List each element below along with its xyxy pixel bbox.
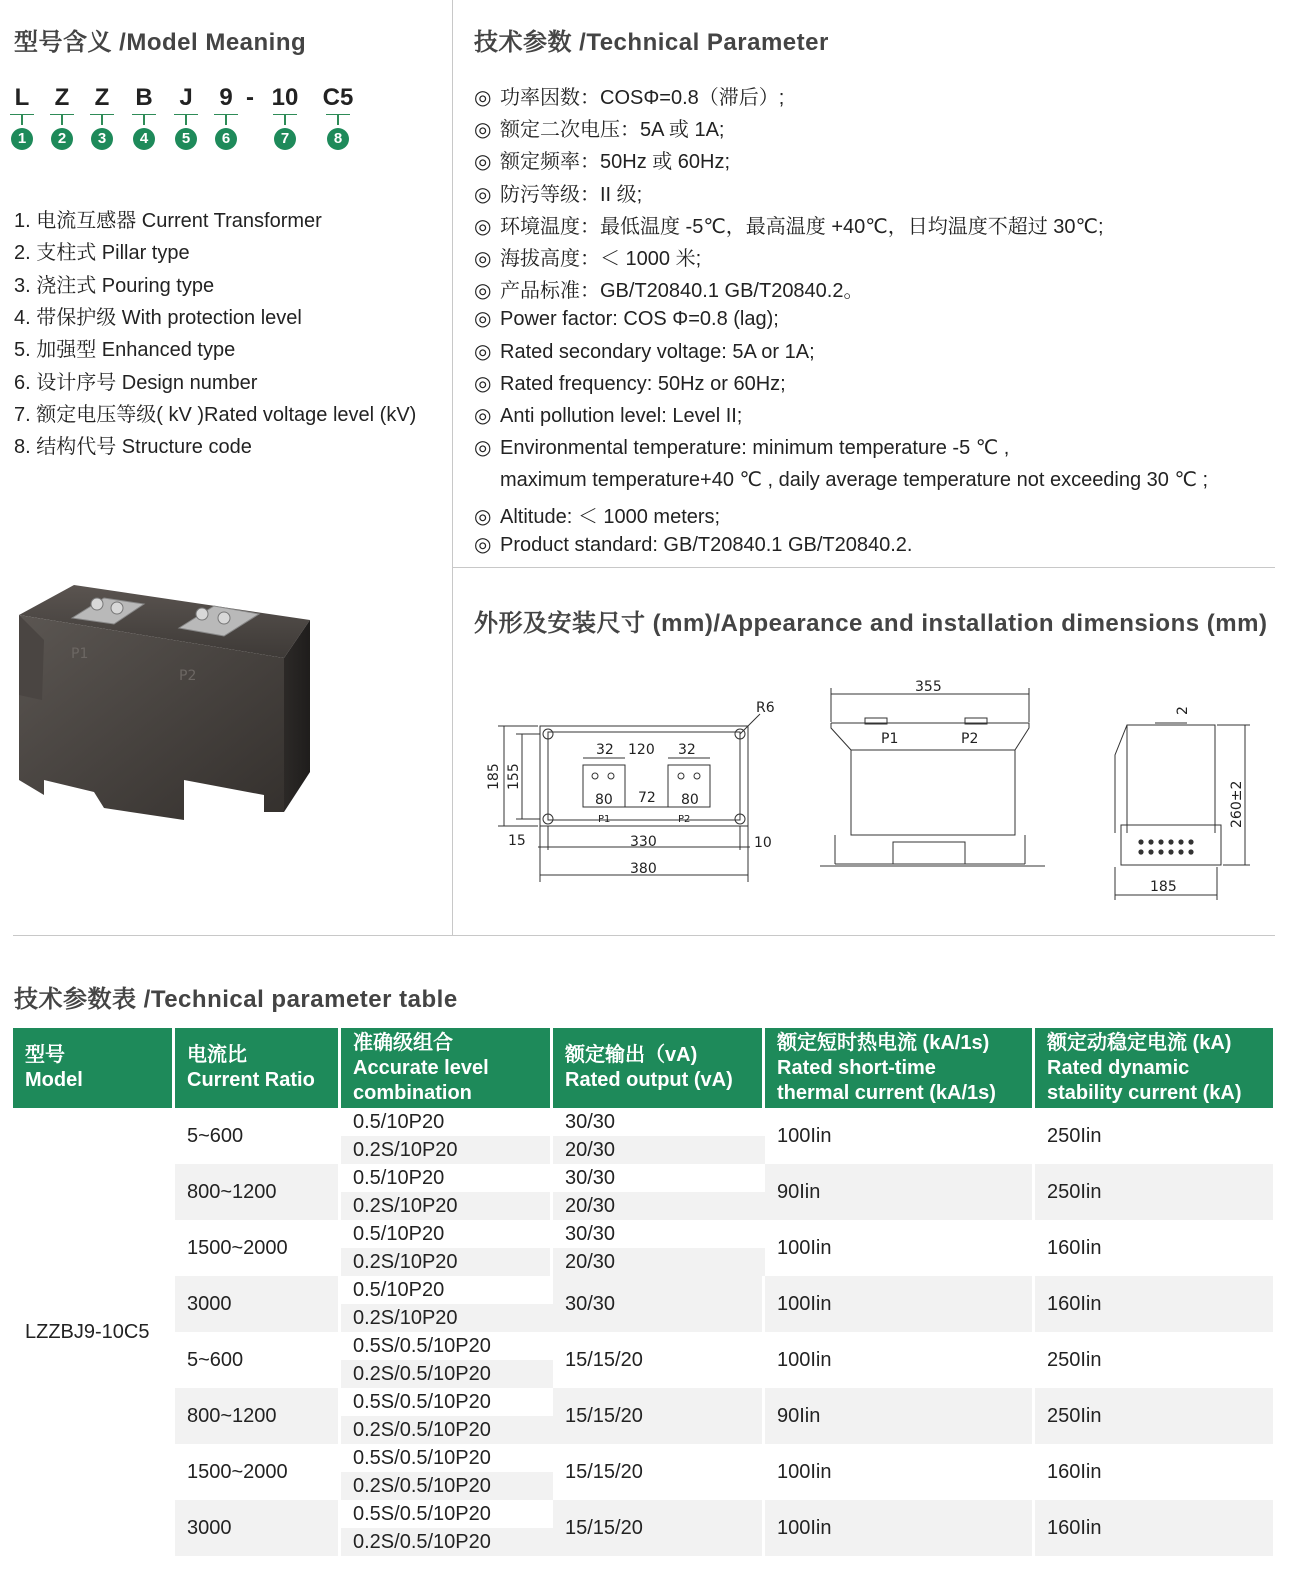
dim-80a: 80 bbox=[595, 792, 613, 808]
accuracy-cell: 0.2S/0.5/10P20 bbox=[341, 1360, 553, 1388]
model-code-letter: Z bbox=[54, 84, 70, 111]
rated-output-cell: 15/15/20 bbox=[553, 1444, 765, 1500]
thermal-current-cell: 100Iin bbox=[765, 1108, 1035, 1164]
dim-2: 2 bbox=[1175, 706, 1191, 715]
model-code-number-badge: 3 bbox=[91, 128, 113, 150]
table-header-cell: 额定短时热电流 (kA/1s) Rated short-time thermal current (kA/1s) bbox=[765, 1028, 1035, 1108]
technical-parameter-item bbox=[474, 274, 864, 303]
technical-parameter-item bbox=[474, 242, 701, 271]
model-meaning-item: 3. 浇注式 Pouring type bbox=[14, 274, 215, 297]
technical-parameter-item bbox=[474, 210, 1104, 239]
technical-parameter-item bbox=[474, 435, 1009, 460]
accuracy-cell: 0.5/10P20 bbox=[341, 1164, 553, 1192]
dynamic-current-cell: 250Iin bbox=[1035, 1108, 1273, 1164]
current-ratio-cell: 3000 bbox=[175, 1276, 341, 1332]
technical-parameter-text: Rated frequency: 50Hz or 60Hz; bbox=[500, 372, 786, 395]
technical-parameter-text: 额定二次电压：5A 或 1A; bbox=[500, 119, 725, 142]
rated-output-cell: 15/15/20 bbox=[553, 1388, 765, 1444]
technical-parameter-text: 产品标准：GB/T20840.1 GB/T20840.2。 bbox=[500, 280, 864, 303]
current-ratio-cell: 1500~2000 bbox=[175, 1444, 341, 1500]
technical-parameter-item bbox=[474, 145, 730, 174]
dim-r6: R6 bbox=[756, 700, 775, 716]
model-meaning-item: 6. 设计序号 Design number bbox=[14, 371, 258, 394]
dim-15: 15 bbox=[508, 833, 526, 849]
rated-output-cell: 20/30 bbox=[553, 1248, 765, 1276]
current-ratio-cell: 5~600 bbox=[175, 1332, 341, 1388]
table-title: 技术参数表 /Technical parameter table bbox=[14, 986, 458, 1013]
drawing-label-p2: P2 bbox=[678, 814, 691, 825]
technical-parameter-text: Product standard: GB/T20840.1 GB/T20840.2. bbox=[500, 533, 913, 556]
table-row bbox=[13, 1388, 1273, 1416]
accuracy-cell: 0.5/10P20 bbox=[341, 1220, 553, 1248]
technical-parameter-table bbox=[13, 1028, 1273, 1556]
dynamic-current-cell: 160Iin bbox=[1035, 1220, 1273, 1276]
dim-260: 260±2 bbox=[1229, 780, 1245, 828]
technical-parameter-item bbox=[474, 500, 720, 529]
dim-380: 380 bbox=[630, 861, 657, 877]
current-ratio-cell: 3000 bbox=[175, 1500, 341, 1556]
thermal-current-cell: 90Iin bbox=[765, 1164, 1035, 1220]
model-meaning-item: 2. 支柱式 Pillar type bbox=[14, 242, 190, 265]
bullet-icon: ◎ bbox=[474, 405, 492, 427]
current-ratio-cell: 5~600 bbox=[175, 1108, 341, 1164]
bullet-icon: ◎ bbox=[474, 87, 492, 109]
photo-label-p1: P1 bbox=[71, 646, 89, 662]
model-meaning-item: 5. 加强型 Enhanced type bbox=[14, 339, 236, 362]
model-code-letter: J bbox=[179, 84, 193, 111]
dynamic-current-cell: 160Iin bbox=[1035, 1500, 1273, 1556]
bullet-icon: ◎ bbox=[474, 248, 492, 270]
vertical-divider bbox=[452, 0, 453, 935]
model-code-letter: Z bbox=[94, 84, 110, 111]
thermal-current-cell: 90Iin bbox=[765, 1388, 1035, 1444]
thermal-current-cell: 100Iin bbox=[765, 1500, 1035, 1556]
accuracy-cell: 0.5S/0.5/10P20 bbox=[341, 1332, 553, 1360]
model-code-number-badge: 4 bbox=[133, 128, 155, 150]
dynamic-current-cell: 160Iin bbox=[1035, 1444, 1273, 1500]
dim-32b: 32 bbox=[678, 742, 696, 758]
rated-output-cell: 30/30 bbox=[553, 1164, 765, 1192]
model-code-letter: - bbox=[246, 84, 254, 111]
dim-330: 330 bbox=[630, 834, 657, 850]
model-code-number-badge: 5 bbox=[175, 128, 197, 150]
accuracy-cell: 0.2S/0.5/10P20 bbox=[341, 1528, 553, 1556]
current-ratio-cell: 1500~2000 bbox=[175, 1220, 341, 1276]
technical-parameter-text: Rated secondary voltage: 5A or 1A; bbox=[500, 340, 815, 363]
top-view-drawing bbox=[478, 670, 778, 885]
product-photo bbox=[14, 580, 314, 840]
model-code-bracket bbox=[326, 114, 350, 126]
dim-185-side: 185 bbox=[1150, 879, 1177, 895]
section-divider bbox=[13, 935, 1275, 936]
technical-parameter-text: 海拔高度：＜ 1000 米; bbox=[500, 248, 702, 270]
model-code-bracket bbox=[50, 114, 74, 126]
thermal-current-cell: 100Iin bbox=[765, 1444, 1035, 1500]
thermal-current-cell: 100Iin bbox=[765, 1332, 1035, 1388]
table-row bbox=[13, 1276, 1273, 1304]
accuracy-cell: 0.5/10P20 bbox=[341, 1276, 553, 1304]
dim-355: 355 bbox=[915, 679, 942, 695]
technical-parameter-item bbox=[474, 306, 779, 331]
model-meaning-item: 1. 电流互感器 Current Transformer bbox=[14, 210, 322, 232]
dim-120: 120 bbox=[628, 742, 655, 758]
model-code-number-badge: 8 bbox=[327, 128, 349, 150]
technical-parameter-item bbox=[474, 532, 912, 557]
bullet-icon: ◎ bbox=[474, 505, 492, 528]
bullet-icon: ◎ bbox=[474, 151, 492, 174]
dim-185: 185 bbox=[486, 763, 502, 790]
rated-output-cell: 20/30 bbox=[553, 1192, 765, 1220]
model-code-number-badge: 1 bbox=[11, 128, 33, 150]
table-header-cell: 准确级组合 Accurate level combination bbox=[341, 1028, 553, 1108]
accuracy-cell: 0.5S/0.5/10P20 bbox=[341, 1388, 553, 1416]
accuracy-cell: 0.5/10P20 bbox=[341, 1108, 553, 1136]
technical-parameter-text: 额定频率：50Hz 或 60Hz; bbox=[500, 151, 731, 174]
model-code-letter: C5 bbox=[322, 84, 354, 111]
model-code-number-badge: 7 bbox=[274, 128, 296, 150]
photo-label-p2: P2 bbox=[179, 668, 197, 684]
technical-parameter-text: 防污等级：II 级; bbox=[500, 183, 643, 206]
current-ratio-cell: 800~1200 bbox=[175, 1164, 341, 1220]
accuracy-cell: 0.2S/10P20 bbox=[341, 1248, 553, 1276]
dimensions-title: 外形及安装尺寸 (mm)/Appearance and installation dimensions (mm) bbox=[474, 610, 1268, 637]
model-code-letter: 10 bbox=[271, 84, 299, 111]
table-header-row bbox=[13, 1028, 1273, 1108]
bullet-icon: ◎ bbox=[474, 308, 492, 331]
accuracy-cell: 0.5S/0.5/10P20 bbox=[341, 1500, 553, 1528]
model-meaning-item: 8. 结构代号 Structure code bbox=[14, 436, 252, 459]
bullet-icon: ◎ bbox=[474, 533, 492, 556]
rated-output-cell: 15/15/20 bbox=[553, 1332, 765, 1388]
model-meaning-item: 7. 额定电压等级( kV )Rated voltage level (kV) bbox=[14, 403, 417, 426]
table-row bbox=[13, 1220, 1273, 1248]
accuracy-cell: 0.5S/0.5/10P20 bbox=[341, 1444, 553, 1472]
rated-output-cell: 20/30 bbox=[553, 1136, 765, 1164]
table-row bbox=[13, 1444, 1273, 1472]
model-code-number-badge: 2 bbox=[51, 128, 73, 150]
dynamic-current-cell: 250Iin bbox=[1035, 1332, 1273, 1388]
model-meaning-title: 型号含义 /Model Meaning bbox=[14, 29, 307, 56]
front-view-drawing bbox=[815, 670, 1065, 875]
rated-output-cell: 30/30 bbox=[553, 1220, 765, 1248]
dim-32a: 32 bbox=[596, 742, 614, 758]
drawing-label-p1: P1 bbox=[598, 814, 611, 825]
accuracy-cell: 0.2S/10P20 bbox=[341, 1136, 553, 1164]
table-header-cell: 额定输出（vA) Rated output (vA) bbox=[553, 1028, 765, 1108]
model-code-bracket bbox=[10, 114, 34, 126]
accuracy-cell: 0.2S/0.5/10P20 bbox=[341, 1416, 553, 1444]
technical-parameter-item bbox=[474, 81, 784, 110]
model-code-letter: 9 bbox=[219, 84, 233, 111]
dynamic-current-cell: 250Iin bbox=[1035, 1164, 1273, 1220]
front-label-p1: P1 bbox=[881, 731, 899, 747]
dim-10: 10 bbox=[754, 835, 772, 851]
technical-parameter-text: Environmental temperature: minimum temperature -5 ℃ , bbox=[500, 437, 1010, 460]
current-ratio-cell: 800~1200 bbox=[175, 1388, 341, 1444]
bullet-icon: ◎ bbox=[474, 372, 492, 395]
table-header-cell: 型号 Model bbox=[13, 1028, 175, 1108]
technical-parameter-text: 功率因数：COSΦ=0.8（滞后）; bbox=[500, 87, 785, 109]
technical-parameter-item bbox=[474, 371, 786, 396]
accuracy-cell: 0.2S/10P20 bbox=[341, 1304, 553, 1332]
technical-parameter-item bbox=[474, 178, 642, 207]
model-code-letter: B bbox=[135, 84, 153, 111]
model-code-bracket bbox=[90, 114, 114, 126]
bullet-icon: ◎ bbox=[474, 183, 492, 206]
model-code-bracket bbox=[132, 114, 156, 126]
model-code-letter: L bbox=[14, 84, 30, 111]
bullet-icon: ◎ bbox=[474, 119, 492, 142]
table-row bbox=[13, 1500, 1273, 1528]
model-cell: LZZBJ9-10C5 bbox=[13, 1108, 175, 1556]
dim-155: 155 bbox=[506, 763, 522, 790]
technical-parameter-text: Altitude: ＜ 1000 meters; bbox=[500, 505, 721, 528]
spec-divider bbox=[452, 567, 1275, 568]
table-row bbox=[13, 1332, 1273, 1360]
model-code-bracket bbox=[174, 114, 198, 126]
model-code-bracket bbox=[273, 114, 297, 126]
accuracy-cell: 0.2S/0.5/10P20 bbox=[341, 1472, 553, 1500]
technical-parameter-text: maximum temperature+40 ℃ , daily average temperature not exceeding 30 ℃ ; bbox=[500, 469, 1209, 492]
technical-parameter-item bbox=[474, 403, 742, 428]
technical-parameter-text: 环境温度：最低温度 -5℃，最高温度 +40℃，日均温度不超过 30℃; bbox=[500, 215, 1104, 238]
table-header-cell: 电流比 Current Ratio bbox=[175, 1028, 341, 1108]
technical-parameter-text: Power factor: COS Φ=0.8 (lag); bbox=[500, 308, 779, 331]
technical-parameter-item bbox=[474, 467, 1208, 492]
table-row bbox=[13, 1108, 1273, 1136]
dynamic-current-cell: 160Iin bbox=[1035, 1276, 1273, 1332]
thermal-current-cell: 100Iin bbox=[765, 1220, 1035, 1276]
table-row bbox=[13, 1164, 1273, 1192]
side-view-drawing bbox=[1105, 670, 1255, 900]
bullet-icon: ◎ bbox=[474, 340, 492, 363]
bullet-icon: ◎ bbox=[474, 215, 492, 238]
model-code-bracket bbox=[214, 114, 238, 126]
bullet-icon: ◎ bbox=[474, 280, 492, 303]
rated-output-cell: 30/30 bbox=[553, 1108, 765, 1136]
dynamic-current-cell: 250Iin bbox=[1035, 1388, 1273, 1444]
dim-72: 72 bbox=[638, 790, 656, 806]
technical-parameter-title: 技术参数 /Technical Parameter bbox=[474, 29, 829, 56]
technical-parameter-item bbox=[474, 113, 725, 142]
model-code-number-badge: 6 bbox=[215, 128, 237, 150]
technical-parameter-text: Anti pollution level: Level II; bbox=[500, 405, 743, 427]
technical-parameter-item bbox=[474, 339, 815, 364]
rated-output-cell: 15/15/20 bbox=[553, 1500, 765, 1556]
bullet-icon: ◎ bbox=[474, 437, 492, 460]
dim-80b: 80 bbox=[681, 792, 699, 808]
table-header-cell: 额定动稳定电流 (kA) Rated dynamic stability current (kA) bbox=[1035, 1028, 1273, 1108]
model-meaning-item: 4. 带保护级 With protection level bbox=[14, 306, 302, 329]
accuracy-cell: 0.2S/10P20 bbox=[341, 1192, 553, 1220]
thermal-current-cell: 100Iin bbox=[765, 1276, 1035, 1332]
front-label-p2: P2 bbox=[961, 731, 979, 747]
rated-output-cell: 30/30 bbox=[553, 1276, 765, 1332]
